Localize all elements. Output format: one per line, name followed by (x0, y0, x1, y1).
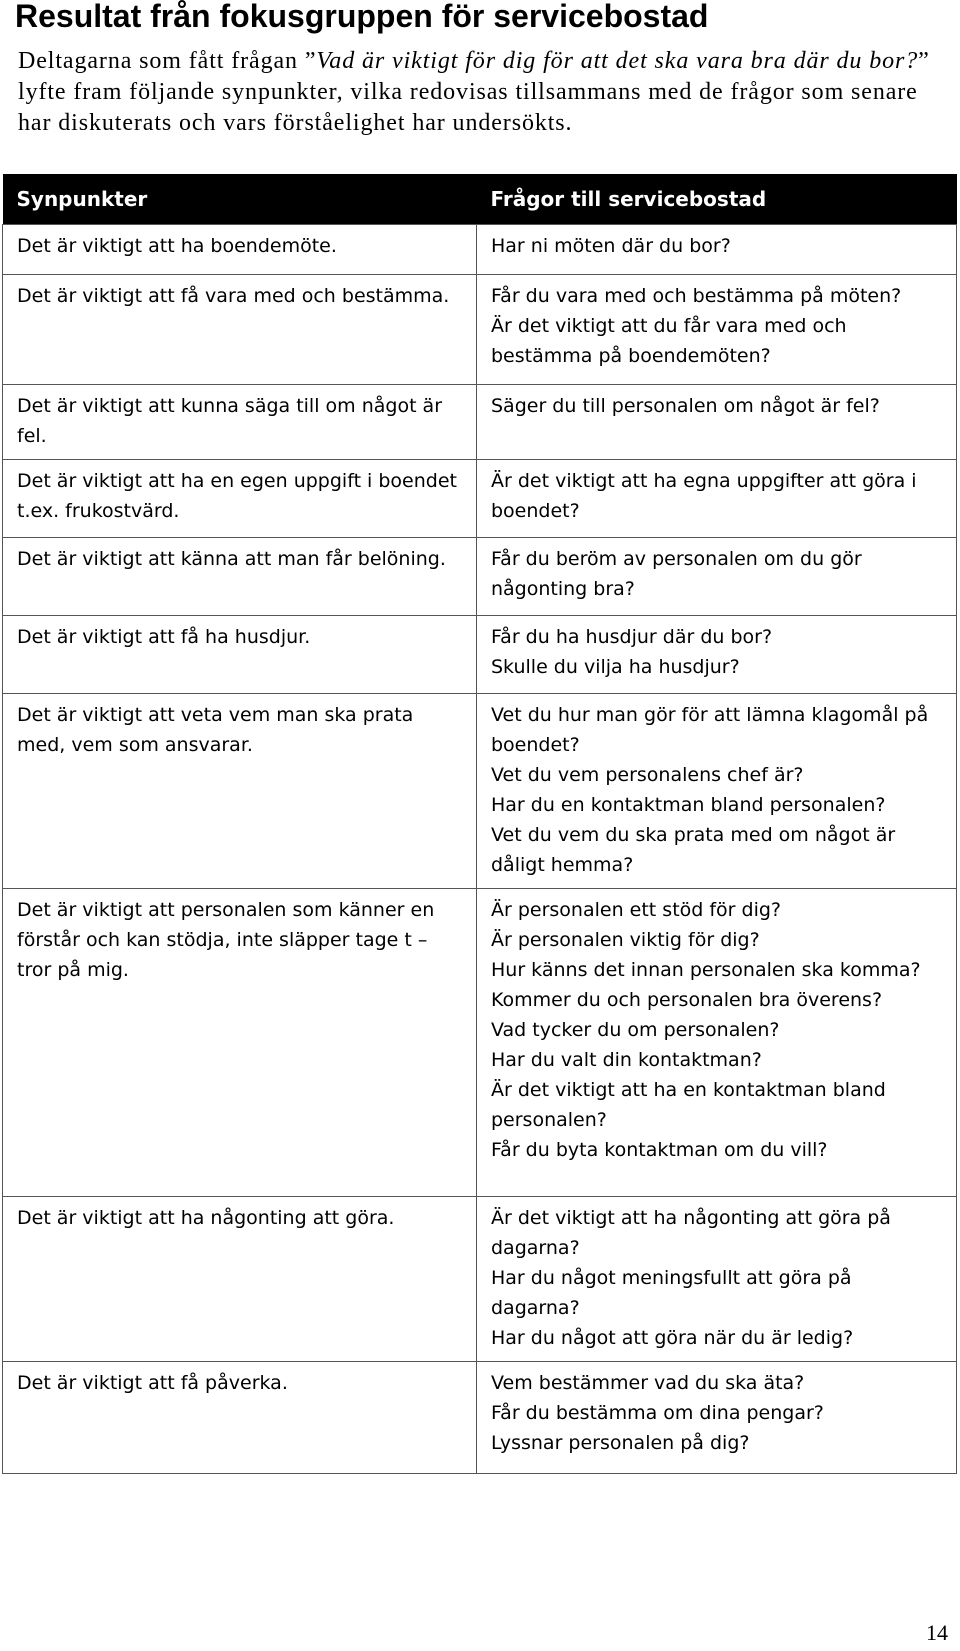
table-header-row (3, 174, 957, 225)
synpunkt-cell (3, 616, 477, 694)
fraga-text: Vem bestämmer vad du ska äta? (491, 1372, 805, 1394)
intro-paragraph (18, 46, 948, 139)
fraga-text: Har du något meningsfullt att göra på dagarna? (491, 1267, 852, 1319)
fraga-text: Skulle du vilja ha husdjur? (491, 656, 740, 678)
fragor-cell (477, 616, 957, 694)
intro-suffix: ” lyfte fram följande synpunkter, vilka redovisas tillsammans med de frågor som senare har diskuterats och vars förståelighet har undersökts. (18, 48, 930, 136)
page-number: 14 (926, 1620, 948, 1645)
synpunkt-cell (3, 385, 477, 460)
fraga-text: Är personalen ett stöd för dig? (491, 899, 782, 921)
synpunkt-text: Det är viktigt att känna att man får belöning. (17, 548, 446, 570)
fragor-cell (477, 694, 957, 889)
synpunkt-cell (3, 275, 477, 385)
synpunkt-text: Det är viktigt att få vara med och bestämma. (17, 285, 450, 307)
fraga-text: Får du beröm av personalen om du gör någonting bra? (491, 548, 862, 600)
table-row (3, 1197, 957, 1362)
synpunkt-text: Det är viktigt att kunna säga till om något är fel. (17, 395, 443, 447)
fraga-text: Är det viktigt att ha egna uppgifter att göra i boendet? (491, 470, 917, 522)
synpunkt-text: Det är viktigt att ha någonting att göra. (17, 1207, 395, 1229)
table-row (3, 889, 957, 1197)
table-row (3, 385, 957, 460)
table-row (3, 225, 957, 275)
fragor-cell (477, 538, 957, 616)
fraga-text: Vet du vem du ska prata med om något är dåligt hemma? (491, 824, 896, 876)
table-row (3, 616, 957, 694)
table-row (3, 460, 957, 538)
synpunkt-text: Det är viktigt att ha boendemöte. (17, 235, 337, 257)
synpunkt-cell (3, 1197, 477, 1362)
synpunkt-cell (3, 1362, 477, 1474)
fragor-cell (477, 1197, 957, 1362)
fraga-text: Är det viktigt att ha någonting att göra på dagarna? (491, 1207, 891, 1259)
fragor-cell (477, 460, 957, 538)
feedback-table (2, 174, 957, 1474)
column-header-fragor: Frågor till servicebostad (477, 174, 957, 225)
table-row (3, 694, 957, 889)
synpunkt-text: Det är viktigt att få ha husdjur. (17, 626, 311, 648)
fraga-text: Har du något att göra när du är ledig? (491, 1327, 854, 1349)
fraga-text: Har du valt din kontaktman? (491, 1049, 762, 1071)
table-row (3, 1362, 957, 1474)
fraga-text: Har du en kontaktman bland personalen? (491, 794, 886, 816)
fraga-text: Vad tycker du om personalen? (491, 1019, 780, 1041)
fraga-text: Är personalen viktig för dig? (491, 929, 760, 951)
intro-prefix: Deltagarna som fått frågan ” (18, 48, 317, 74)
fraga-text: Lyssnar personalen på dig? (491, 1432, 750, 1454)
fragor-cell (477, 275, 957, 385)
intro-question: Vad är viktigt för dig för att det ska vara bra där du bor? (316, 48, 919, 74)
synpunkt-cell (3, 225, 477, 275)
fragor-cell (477, 889, 957, 1197)
fraga-text: Vet du vem personalens chef är? (491, 764, 804, 786)
table-row (3, 275, 957, 385)
table-body (3, 225, 957, 1474)
synpunkt-text: Det är viktigt att personalen som känner en förstår och kan stödja, inte släpper tage t – tror på mig. (17, 899, 435, 981)
fragor-cell (477, 225, 957, 275)
fraga-text: Hur känns det innan personalen ska komma? (491, 959, 921, 981)
synpunkt-cell (3, 694, 477, 889)
fraga-text: Kommer du och personalen bra överens? (491, 989, 883, 1011)
fraga-text: Vet du hur man gör för att lämna klagomål på boendet? (491, 704, 929, 756)
fraga-text: Är det viktigt att ha en kontaktman bland personalen? (491, 1079, 886, 1131)
fraga-text: Får du byta kontaktman om du vill? (491, 1139, 828, 1161)
column-header-synpunkter: Synpunkter (3, 174, 477, 225)
synpunkt-cell (3, 460, 477, 538)
table-row (3, 538, 957, 616)
fraga-text: Får du vara med och bestämma på möten? (491, 285, 902, 307)
synpunkt-cell (3, 889, 477, 1197)
fragor-cell (477, 385, 957, 460)
fraga-text: Får du ha husdjur där du bor? (491, 626, 773, 648)
fraga-text: Säger du till personalen om något är fel? (491, 395, 880, 417)
fraga-text: Får du bestämma om dina pengar? (491, 1402, 824, 1424)
synpunkt-text: Det är viktigt att veta vem man ska prata med, vem som ansvarar. (17, 704, 414, 756)
synpunkt-cell (3, 538, 477, 616)
fragor-cell (477, 1362, 957, 1474)
synpunkt-text: Det är viktigt att ha en egen uppgift i boendet t.ex. frukostvärd. (17, 470, 457, 522)
synpunkt-text: Det är viktigt att få påverka. (17, 1372, 288, 1394)
fraga-text: Är det viktigt att du får vara med och bestämma på boendemöten? (491, 315, 847, 367)
fraga-text: Har ni möten där du bor? (491, 235, 731, 257)
page-title: Resultat från fokusgruppen för servicebostad (15, 0, 709, 34)
